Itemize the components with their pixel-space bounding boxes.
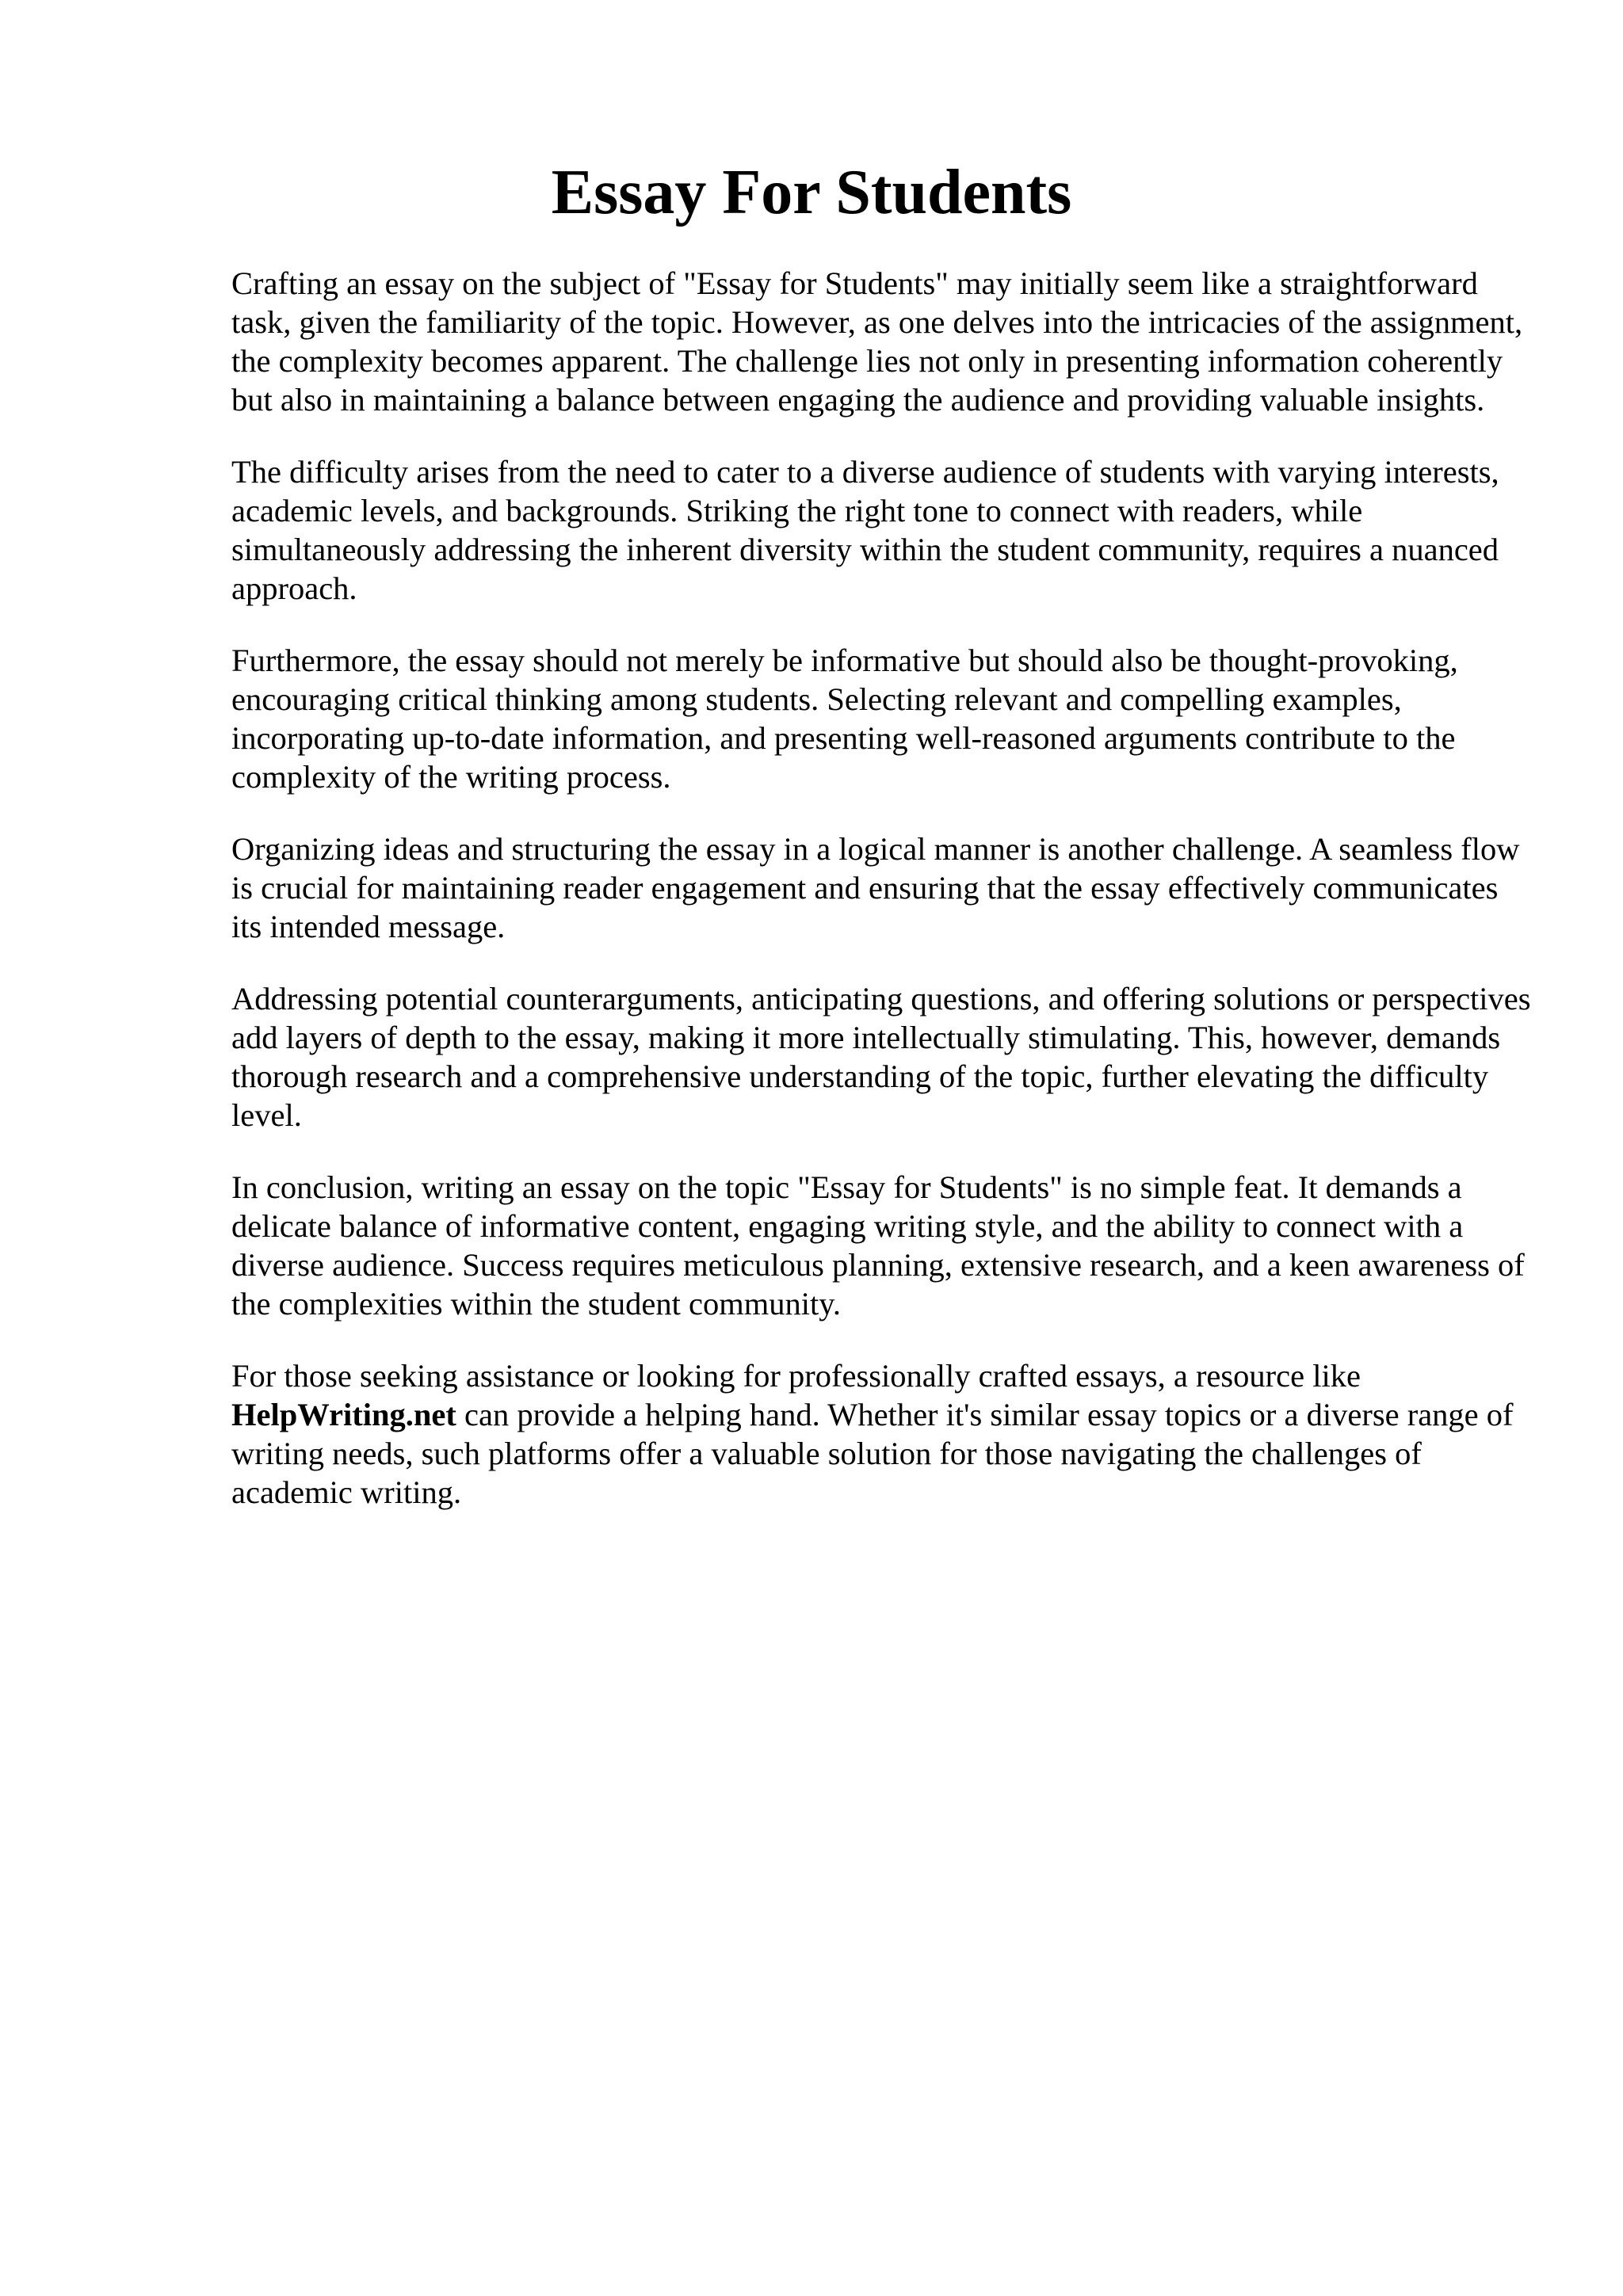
document-body: [231, 264, 1531, 1545]
paragraph-5: Addressing potential counterarguments, anticipating questions, and offering solutions or perspectives add layers of depth to the essay, making it more intellectually stimulating. This, however, demands thorough research and a comprehensive understanding of the topic, further elevating the difficulty level.: [231, 981, 1531, 1133]
closing-text-start: For those seeking assistance or looking for professionally crafted essays, a resource like: [231, 1358, 1361, 1394]
brand-name: HelpWriting.net: [231, 1397, 456, 1432]
document-title: Essay For Students: [551, 158, 1072, 227]
paragraph-2: The difficulty arises from the need to cater to a diverse audience of students with varying interests, academic levels, and backgrounds. Striking the right tone to connect with readers, while simultaneously addressing the inherent diversity within the student community, requires a nuanced approach.: [231, 454, 1499, 606]
paragraph-1: Crafting an essay on the subject of "Essay for Students" may initially seem like a straightforward task, given the familiarity of the topic. However, as one delves into the intricacies of the assignment, the complexity becomes apparent. The challenge lies not only in presenting information coherently but also in maintaining a balance between engaging the audience and providing valuable insights.: [231, 265, 1523, 418]
paragraph-3: Furthermore, the essay should not merely be informative but should also be thought-provoking, encouraging critical thinking among students. Selecting relevant and compelling examples, incorporating up-to-date information, and presenting well-reasoned arguments contribute to the complexity of the writing process.: [231, 643, 1458, 795]
closing-text-end: can provide a helping hand. Whether it's similar essay topics or a diverse range of writing needs, such platforms offer a valuable solution for those navigating the challenges of academic writing.: [231, 1397, 1514, 1510]
closing-paragraph: [231, 1356, 1531, 1512]
paragraph-4: Organizing ideas and structuring the essay in a logical manner is another challenge. A seamless flow is crucial for maintaining reader engagement and ensuring that the essay effectively communicates its intended message.: [231, 831, 1520, 944]
paragraph-6: In conclusion, writing an essay on the topic "Essay for Students" is no simple feat. It demands a delicate balance of informative content, engaging writing style, and the ability to connect with a diverse audience. Success requires meticulous planning, extensive research, and a keen awareness of the complexities within the student community.: [231, 1169, 1525, 1322]
